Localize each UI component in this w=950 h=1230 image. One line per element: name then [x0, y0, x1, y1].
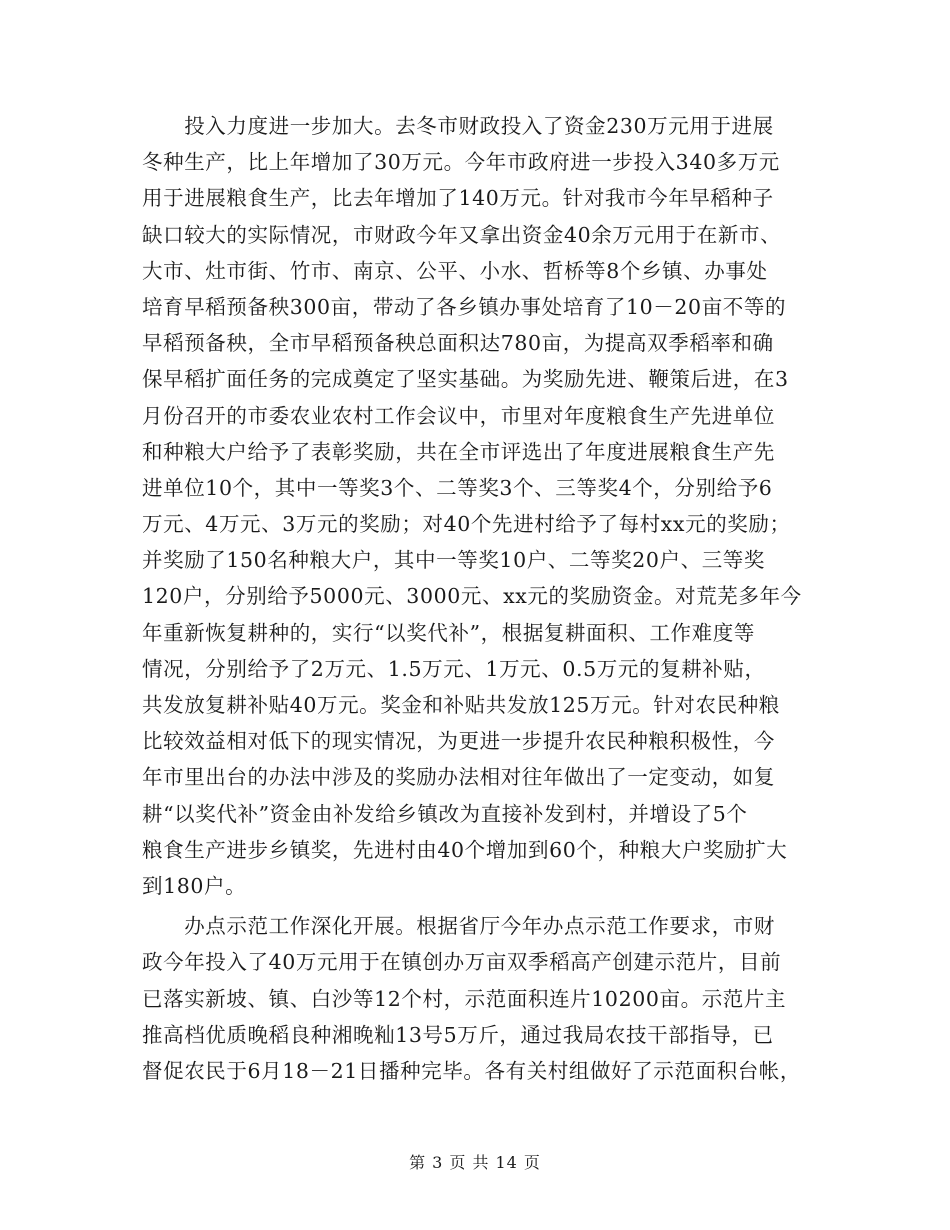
text-line: 大市、灶市街、竹市、南京、公平、小水、哲桥等8个乡镇、办事处: [142, 258, 768, 283]
text-line: 年重新恢复耕种的，实行“以奖代补”，根据复耕面积、工作难度等: [142, 620, 755, 645]
text-line: 已落实新坡、镇、白沙等12个村，示范面积连片10200亩。示范片主: [142, 986, 787, 1011]
text-line: 并奖励了150名种粮大户，其中一等奖10户、二等奖20户、三等奖: [142, 548, 765, 573]
text-line: 推高档优质晚稻良种湘晚籼13号5万斤，通过我局农技干部指导，已: [142, 1022, 774, 1047]
text-line: 缺口较大的实际情况，市财政今年又拿出资金40余万元用于在新市、: [142, 222, 782, 247]
footer-middle: 页 共: [449, 1153, 490, 1172]
text-line: 办点示范工作深化开展。根据省厅今年办点示范工作要求，市财: [142, 914, 775, 939]
text-line: 120户，分别给予5000元、3000元、xx元的奖励资金。对荒芜多年今: [142, 584, 802, 609]
paragraph: [142, 108, 812, 904]
text-line: 到180户。: [142, 873, 247, 898]
text-line: 年市里出台的办法中涉及的奖励办法相对往年做出了一定变动，如复: [142, 765, 775, 790]
text-line: 情况，分别给予了2万元、1.5万元、1万元、0.5万元的复耕补贴，: [142, 656, 766, 681]
text-line: 比较效益相对低下的现实情况，为更进一步提升农民种粮积极性，今: [142, 729, 775, 754]
text-line: 共发放复耕补贴40万元。奖金和补贴共发放125万元。针对农民种粮: [142, 693, 780, 717]
paragraph: [142, 908, 812, 1089]
text-line: 冬种生产，比上年增加了30万元。今年市政府进一步投入340多万元: [142, 150, 780, 175]
text-line: 保早稻扩面任务的完成奠定了坚实基础。为奖励先进、鞭策后进，在3: [142, 367, 789, 392]
footer-suffix: 页: [523, 1153, 541, 1172]
text-line: 和种粮大户给予了表彰奖励，共在全市评选出了年度进展粮食生产先: [142, 439, 775, 464]
text-line: 投入力度进一步加大。去冬市财政投入了资金230万元用于进展: [142, 114, 774, 138]
text-line: 早稻预备秧，全市早稻预备秧总面积达780亩，为提高双季稻率和确: [142, 331, 774, 356]
text-line: 督促农民于6月18－21日播种完毕。各有关村组做好了示范面积台帐，: [142, 1058, 802, 1083]
text-line: 粮食生产进步乡镇奖，先进村由40个增加到60个，种粮大户奖励扩大: [142, 837, 788, 862]
text-line: 进单位10个，其中一等奖3个、二等奖3个、三等奖4个，分别给予6: [142, 475, 773, 500]
current-page-number: 3: [432, 1153, 444, 1172]
text-line: 政今年投入了40万元用于在镇创办万亩双季稻高产创建示范片，目前: [142, 950, 782, 975]
text-line: 月份召开的市委农业农村工作会议中，市里对年度粮食生产先进单位: [142, 403, 775, 428]
text-line: 培育早稻预备秧300亩，带动了各乡镇办事处培育了10－20亩不等的: [142, 294, 787, 319]
page-footer: [0, 1150, 950, 1173]
footer-prefix: 第: [409, 1153, 427, 1172]
text-line: 用于进展粮食生产，比去年增加了140万元。针对我市今年早稻种子: [142, 186, 774, 211]
text-line: 万元、4万元、3万元的奖励；对40个先进村给予了每村xx元的奖励；: [142, 512, 791, 537]
document-body: [142, 108, 812, 1089]
total-page-count: 14: [495, 1153, 518, 1172]
text-line: 耕“以奖代补”资金由补发给乡镇改为直接补发到村，并增设了5个: [142, 801, 748, 826]
